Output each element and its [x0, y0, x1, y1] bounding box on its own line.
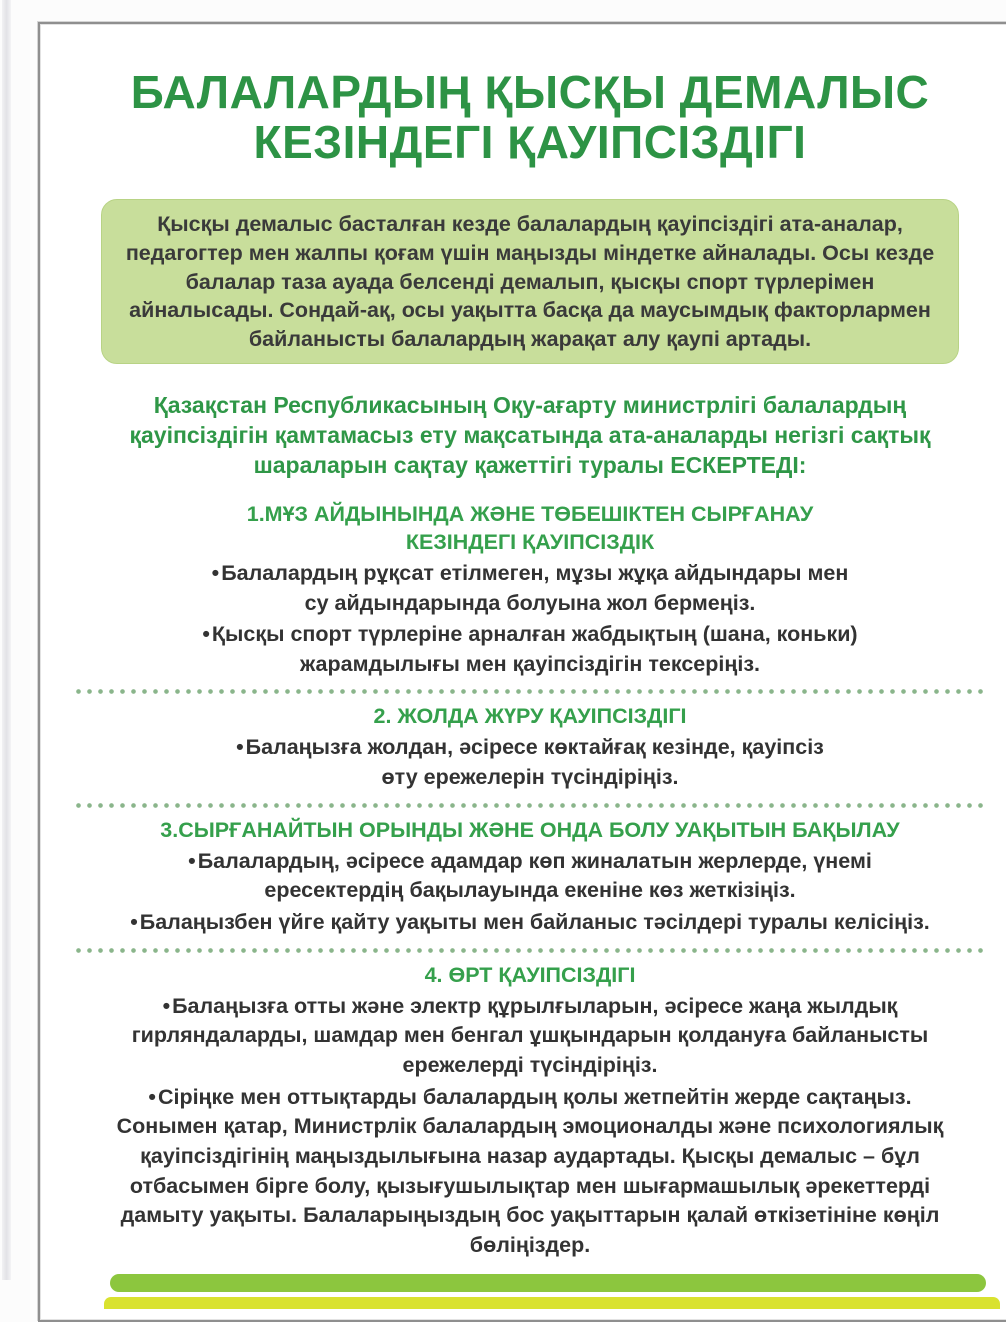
- section-4-heading: 4. ӨРТ ҚАУІПСІЗДІГІ: [424, 962, 636, 987]
- section-4-bullet-1: [94, 992, 966, 1081]
- bullet-icon: •: [236, 735, 244, 760]
- section-1-bullet-2: [180, 620, 880, 679]
- bullet-text: Қысқы спорт түрлеріне арналған жабдықтың (шана, коньки) жарамдылығы мен қауіпсіздігін тексеріңіз.: [211, 622, 858, 676]
- closing-text: Сонымен қатар, Министрлік балалардың эмоционалды және психологиялық қауіпсіздігінің маңыздылығына назар аудартады. Қысқы демалыс – бұл отбасымен бірге болу, қызығушылықтар мен шығармашылық әрекеттерді дамыту уақыты. Балаларыңыздың бос уақыттарын қалай өткізетініне көңіл бөліңіздер.: [116, 1114, 944, 1257]
- bullet-text: Балаңызбен үйге қайту уақыты мен байланыс тәсілдері туралы келісіңіз.: [139, 909, 930, 934]
- bullet-text: Балалардың рұқсат етілмеген, мұзы жұқа айдындары мен су айдындарында болуына жол бермеңіз.: [221, 560, 849, 615]
- dotted-separator: [73, 802, 988, 809]
- bottom-green-bar: [110, 1274, 986, 1292]
- page-title-line1: БАЛАЛАРДЫҢ ҚЫСҚЫ ДЕМАЛЫС: [130, 66, 930, 118]
- intro-box: [101, 199, 959, 364]
- bullet-icon: •: [188, 848, 196, 873]
- bullet-icon: •: [162, 993, 171, 1018]
- section-3-heading: 3.СЫРҒАНАЙТЫН ОРЫНДЫ ЖӘНЕ ОНДА БОЛУ УАҚЫТЫН БАҚЫЛАУ: [160, 817, 900, 842]
- bullet-icon: •: [202, 622, 210, 647]
- section-3-bullet-1: [180, 847, 880, 906]
- bullet-text: Балалардың, әсіресе адамдар көп жиналатын жерлерде, үнемі ересектердің бақылауында екеніне көз жеткізіңіз.: [197, 848, 872, 903]
- page-title-line2: КЕЗІНДЕГІ ҚАУІПСІЗДІГІ: [253, 115, 807, 168]
- bullet-icon: •: [211, 560, 220, 585]
- scan-edge-strip: [2, 0, 11, 1280]
- bullet-icon: •: [130, 909, 138, 934]
- bullet-text: Сіріңке мен оттықтарды балалардың қолы жетпейтін жерде сақтаңыз.: [157, 1084, 912, 1109]
- intro-box-text: Қысқы демалыс басталған кезде балалардың қауіпсіздігі ата-аналар, педагогтер мен жалпы қоғам үшін маңызды міндетке айналады. Осы кезде балалар таза ауада белсенді демалып, қысқы спорт түрлерімен айналысады. Сондай-ақ, осы уақытта басқа да маусымдық факторлармен байланысты балалардың жарақат алу қаупі артады.: [125, 212, 935, 351]
- closing-paragraph: [102, 1112, 958, 1260]
- bottom-yellow-strip: [104, 1297, 1000, 1309]
- section-1-bullet-1: [200, 559, 860, 618]
- ministry-note: [88, 391, 972, 481]
- section-3-bullet-2: [68, 908, 992, 938]
- page-title: [68, 68, 992, 167]
- bullet-text: Балаңызға жолдан, әсіресе көктайғақ кезінде, қауіпсіз өту ережелерін түсіндіріңіз.: [245, 735, 824, 790]
- document-page: [38, 22, 1006, 1322]
- dotted-separator: [73, 688, 988, 695]
- dotted-separator: [73, 947, 988, 954]
- bullet-text: Балаңызға отты және электр құрылғыларын, әсіресе жаңа жылдық гирляндаларды, шамдар мен бенгал ұшқындарын қолдануға байланысты ережелерді түсіндіріңіз.: [131, 993, 929, 1077]
- section-2-heading: 2. ЖОЛДА ЖҮРУ ҚАУІПСІЗДІГІ: [373, 704, 687, 729]
- section-2-bullet-1: [220, 733, 840, 792]
- section-4-bullet-2: [68, 1083, 992, 1113]
- bullet-icon: •: [148, 1084, 156, 1109]
- ministry-note-text: Қазақстан Республикасының Оқу-ағарту министрлігі балалардың қауіпсіздігін қамтамасыз ету мақсатында ата-аналарды негізгі сақтық шараларын сақтау қажеттігі туралы ЕСКЕРТЕДІ:: [129, 392, 931, 479]
- section-1-heading: 1.МҰЗ АЙДЫНЫНДА ЖӘНЕ ТӨБЕШІКТЕН СЫРҒАНАУ КЕЗІНДЕГІ ҚАУІПСІЗДІК: [246, 501, 814, 554]
